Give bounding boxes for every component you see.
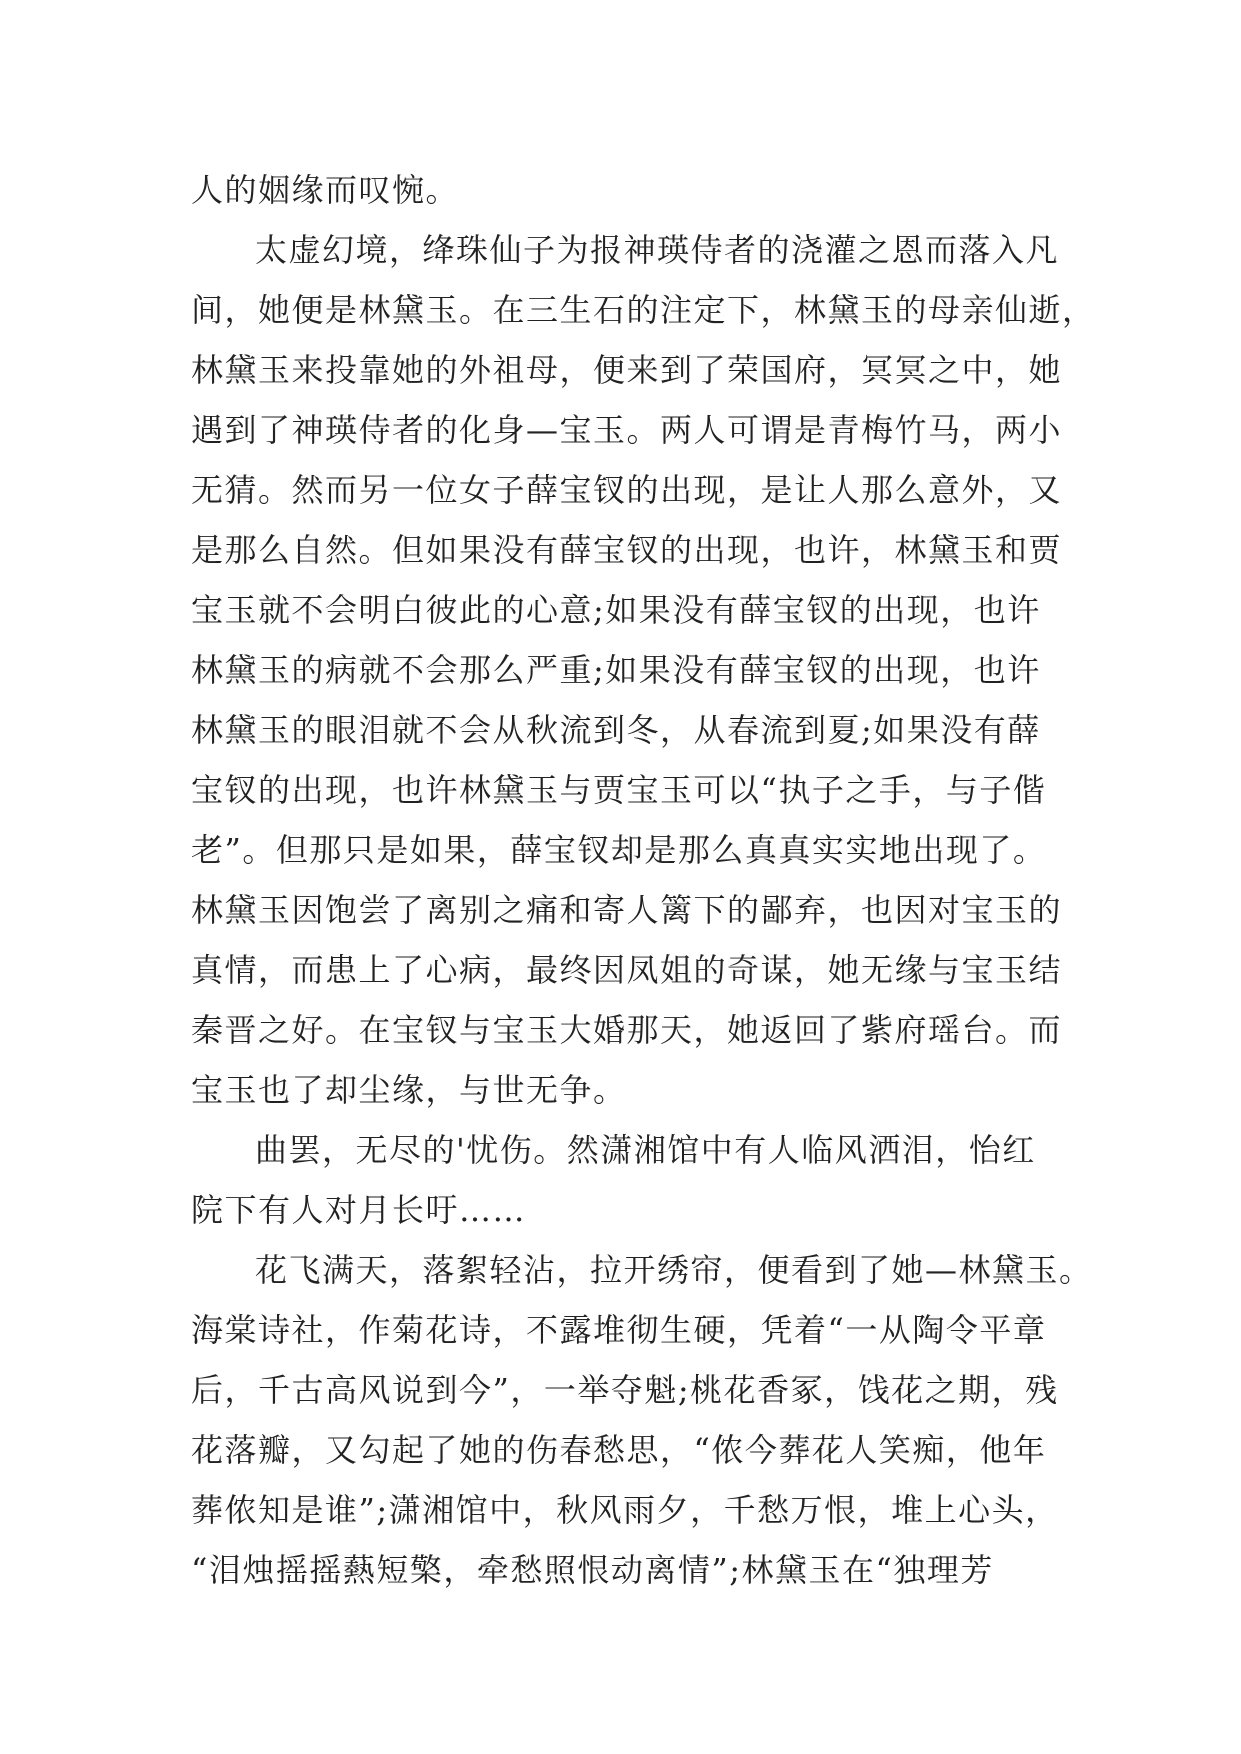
text-line: 林黛玉的病就不会那么严重;如果没有薛宝钗的出现，也许 (191, 651, 1041, 689)
text-line: 林黛玉来投靠她的外祖母，便来到了荣国府，冥冥之中，她 (191, 351, 1063, 389)
paragraph-start-line: 太虚幻境，绛珠仙子为报神瑛侍者的浇灌之恩而落入凡 (255, 231, 1060, 269)
text-line: 宝玉也了却尘缘，与世无争。 (191, 1071, 627, 1109)
text-line: “泪烛摇摇爇短檠，牵愁照恨动离情”;林黛玉在“独理芳 (191, 1551, 994, 1589)
paragraph-start-line: 曲罢，无尽的'忧伤。然潇湘馆中有人临风洒泪，怡红 (255, 1131, 1036, 1169)
text-line: 真情，而患上了心病，最终因凤姐的奇谋，她无缘与宝玉结 (191, 951, 1063, 989)
text-line: 花落瓣，又勾起了她的伤春愁思，“侬今葬花人笑痴，他年 (191, 1431, 1047, 1469)
text-line: 秦晋之好。在宝钗与宝玉大婚那天，她返回了紫府瑶台。而 (191, 1011, 1063, 1049)
text-line: 间，她便是林黛玉。在三生石的注定下，林黛玉的母亲仙逝， (191, 291, 1096, 329)
text-line: 宝玉就不会明白彼此的心意;如果没有薛宝钗的出现，也许 (191, 591, 1041, 629)
text-line: 海棠诗社，作菊花诗，不露堆彻生硬，凭着“一从陶令平章 (191, 1311, 1047, 1349)
text-line: 林黛玉的眼泪就不会从秋流到冬，从春流到夏;如果没有薛 (191, 711, 1041, 749)
text-line: 老”。但那只是如果，薛宝钗却是那么真真实实地出现了。 (191, 831, 1047, 869)
text-line: 葬侬知是谁”;潇湘馆中，秋风雨夕，千愁万恨，堆上心头， (191, 1491, 1059, 1529)
text-line: 无猜。然而另一位女子薛宝钗的出现，是让人那么意外，又 (191, 471, 1063, 509)
text-line: 后，千古高风说到今”，一举夺魁;桃花香冢，饯花之期，残 (191, 1371, 1059, 1409)
text-line: 人的姻缘而叹惋。 (191, 171, 460, 209)
text-line: 院下有人对月长吁…… (191, 1191, 527, 1229)
text-line: 遇到了神瑛侍者的化身—宝玉。两人可谓是青梅竹马，两小 (191, 411, 1063, 449)
text-line: 是那么自然。但如果没有薛宝钗的出现，也许，林黛玉和贾 (191, 531, 1063, 569)
text-line: 林黛玉因饱尝了离别之痛和寄人篱下的鄙弃，也因对宝玉的 (191, 891, 1063, 929)
paragraph-start-line: 花飞满天，落絮轻沾，拉开绣帘，便看到了她—林黛玉。 (255, 1251, 1093, 1289)
text-line: 宝钗的出现，也许林黛玉与贾宝玉可以“执子之手，与子偕 (191, 771, 1047, 809)
